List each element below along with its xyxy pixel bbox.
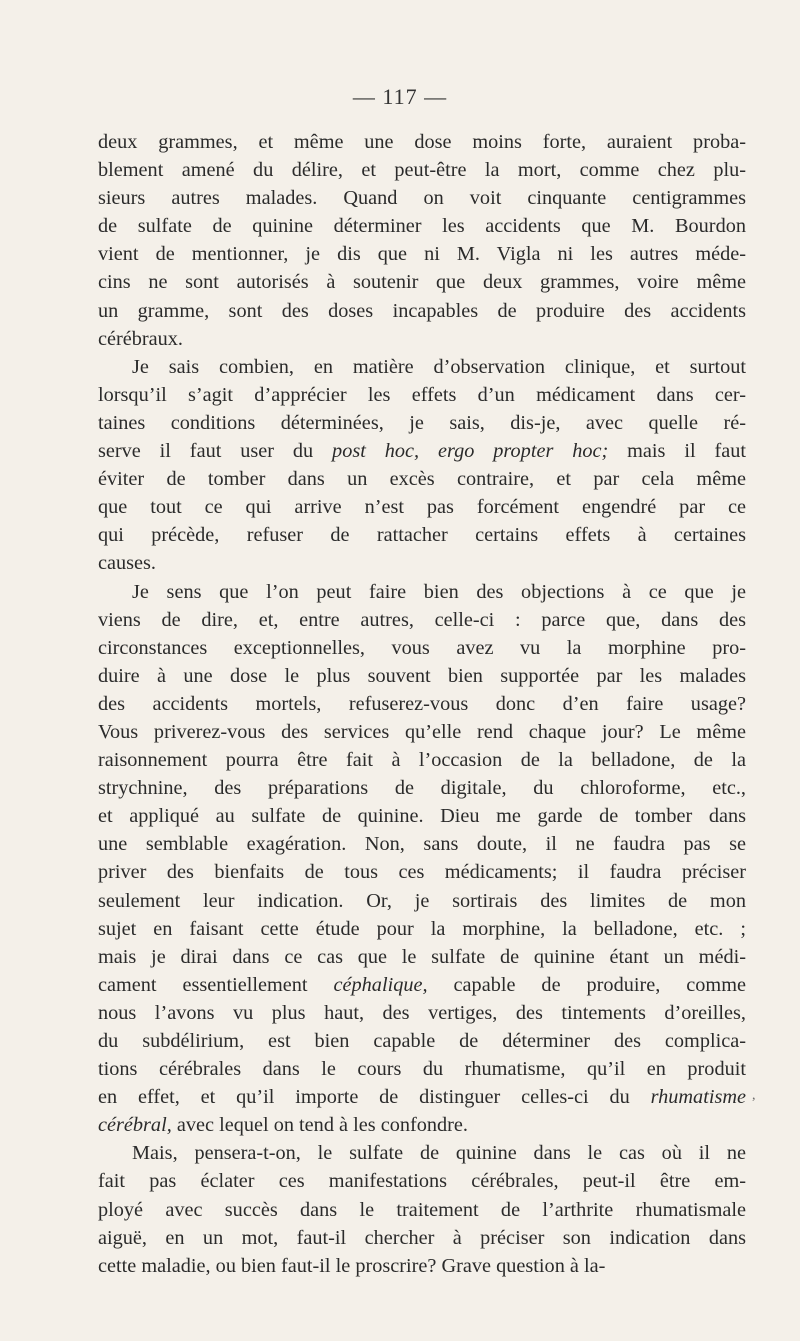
text-line <box>98 718 746 746</box>
text-line <box>98 437 746 465</box>
text-segment: viens de dire, et, entre autres, celle-ci : parce que, dans des <box>98 608 746 631</box>
text-line <box>98 156 746 184</box>
text-line <box>98 1167 746 1195</box>
text-segment: cament essentiellement <box>98 973 334 996</box>
text-line <box>98 943 746 971</box>
text-segment: éviter de tomber dans un excès contraire, et par cela même <box>98 468 746 491</box>
text-segment: nous l’avons vu plus haut, des vertiges, des tintements d’oreilles, <box>98 1001 746 1024</box>
text-segment: et appliqué au sulfate de quinine. Dieu me garde de tomber dans <box>98 805 746 828</box>
text-line <box>98 690 746 718</box>
text-line <box>98 971 746 999</box>
text-segment: vient de mentionner, je dis que ni M. Vigla ni les autres méde- <box>98 243 746 266</box>
text-line <box>98 1083 746 1111</box>
text-segment: taines conditions déterminées, je sais, dis-je, avec quelle ré- <box>98 411 746 434</box>
text-line <box>98 549 746 577</box>
text-segment: duire à une dose le plus souvent bien supportée par les malades <box>98 664 746 687</box>
text-line <box>98 999 746 1027</box>
text-line <box>98 1027 746 1055</box>
text-line <box>98 353 746 381</box>
text-line <box>98 774 746 802</box>
text-segment: sujet en faisant cette étude pour la morphine, la belladone, etc. ; <box>98 917 746 940</box>
text-segment: seulement leur indication. Or, je sortirais des limites de mon <box>98 889 746 912</box>
text-segment: priver des bienfaits de tous ces médicaments; il faudra préciser <box>98 861 746 884</box>
italic-phrase: cérébral, <box>98 1114 172 1137</box>
text-line <box>98 1224 746 1252</box>
italic-phrase: céphalique, <box>333 973 428 996</box>
text-segment: de sulfate de quinine déterminer les accidents que M. Bourdon <box>98 215 746 238</box>
text-segment: deux grammes, et même une dose moins forte, auraient proba- <box>98 131 746 153</box>
text-line <box>98 268 746 296</box>
text-segment: Je sens que l’on peut faire bien des objections à ce que je <box>132 580 746 603</box>
text-line <box>98 578 746 606</box>
text-segment: en effet, et qu’il importe de distinguer celles-ci du <box>98 1086 651 1109</box>
text-line <box>98 1252 746 1280</box>
paragraph <box>98 353 746 578</box>
text-segment: qui précède, refuser de rattacher certains effets à certaines <box>98 524 746 547</box>
text-line <box>98 325 746 353</box>
text-line <box>98 662 746 690</box>
text-line <box>98 521 746 549</box>
body-text <box>98 128 746 1280</box>
text-segment: cette maladie, ou bien faut-il le proscrire? Grave question à la- <box>98 1254 606 1277</box>
text-line <box>98 1111 746 1139</box>
italic-phrase: post hoc, ergo propter hoc; <box>332 440 609 463</box>
text-line <box>98 297 746 325</box>
text-segment: avec lequel on tend à les confondre. <box>171 1114 468 1137</box>
text-segment: mais il faut <box>608 440 746 463</box>
text-segment: tions cérébrales dans le cours du rhumatisme, qu’il en produit <box>98 1058 746 1081</box>
text-line <box>98 381 746 409</box>
paragraph <box>98 128 746 353</box>
paragraph <box>98 1139 746 1279</box>
text-segment: capable de produire, comme <box>427 973 746 996</box>
margin-mark: , <box>752 1088 756 1103</box>
page-number-header: — 117 — <box>352 84 448 109</box>
text-segment: un gramme, sont des doses incapables de produire des accidents <box>98 299 746 322</box>
text-segment: cins ne sont autorisés à soutenir que deux grammes, voire même <box>98 271 746 294</box>
text-line <box>98 465 746 493</box>
text-line <box>98 606 746 634</box>
text-line <box>98 830 746 858</box>
text-segment: lorsqu’il s’agit d’apprécier les effets d’un médicament dans cer- <box>98 383 746 406</box>
paragraph <box>98 578 746 1140</box>
text-segment: Mais, pensera-t-on, le sulfate de quinine dans le cas où il ne <box>132 1142 746 1165</box>
text-segment: blement amené du délire, et peut-être la mort, comme chez plu- <box>98 159 746 182</box>
text-segment: ployé avec succès dans le traitement de l’arthrite rhumatismale <box>98 1198 746 1221</box>
text-line <box>98 184 746 212</box>
text-segment: sieurs autres malades. Quand on voit cinquante centigrammes <box>98 187 746 210</box>
text-line <box>98 240 746 268</box>
text-line <box>98 212 746 240</box>
text-segment: Vous priverez-vous des services qu’elle rend chaque jour? Le même <box>98 720 746 743</box>
text-segment: cérébraux. <box>98 327 184 350</box>
text-line <box>98 858 746 886</box>
text-segment: strychnine, des préparations de digitale, du chloroforme, etc., <box>98 777 746 800</box>
text-segment: Je sais combien, en matière d’observation clinique, et surtout <box>132 355 746 378</box>
text-line <box>98 1196 746 1224</box>
text-line <box>98 887 746 915</box>
text-segment: du subdélirium, est bien capable de déterminer des complica- <box>98 1030 746 1052</box>
text-segment: circonstances exceptionnelles, vous avez vu la morphine pro- <box>98 636 746 659</box>
text-segment: fait pas éclater ces manifestations cérébrales, peut-il être em- <box>98 1170 746 1193</box>
text-line <box>98 493 746 521</box>
text-line <box>98 634 746 662</box>
text-line <box>98 128 746 156</box>
text-segment: des accidents mortels, refuserez-vous donc d’en faire usage? <box>98 692 746 715</box>
text-line <box>98 746 746 774</box>
text-segment: raisonnement pourra être fait à l’occasion de la belladone, de la <box>98 749 746 772</box>
text-line <box>98 1055 746 1083</box>
text-line <box>98 802 746 830</box>
text-line <box>98 1139 746 1167</box>
text-segment: causes. <box>98 552 157 575</box>
text-segment: que tout ce qui arrive n’est pas forcément engendré par ce <box>98 496 746 519</box>
italic-phrase: rhumatisme <box>650 1086 746 1109</box>
text-line <box>98 915 746 943</box>
text-segment: serve il faut user du <box>98 440 333 463</box>
text-segment: une semblable exagération. Non, sans doute, il ne faudra pas se <box>98 833 746 856</box>
text-segment: aiguë, en un mot, faut-il chercher à préciser son indication dans <box>98 1226 746 1249</box>
text-segment: mais je dirai dans ce cas que le sulfate de quinine étant un médi- <box>98 945 746 968</box>
text-line <box>98 409 746 437</box>
